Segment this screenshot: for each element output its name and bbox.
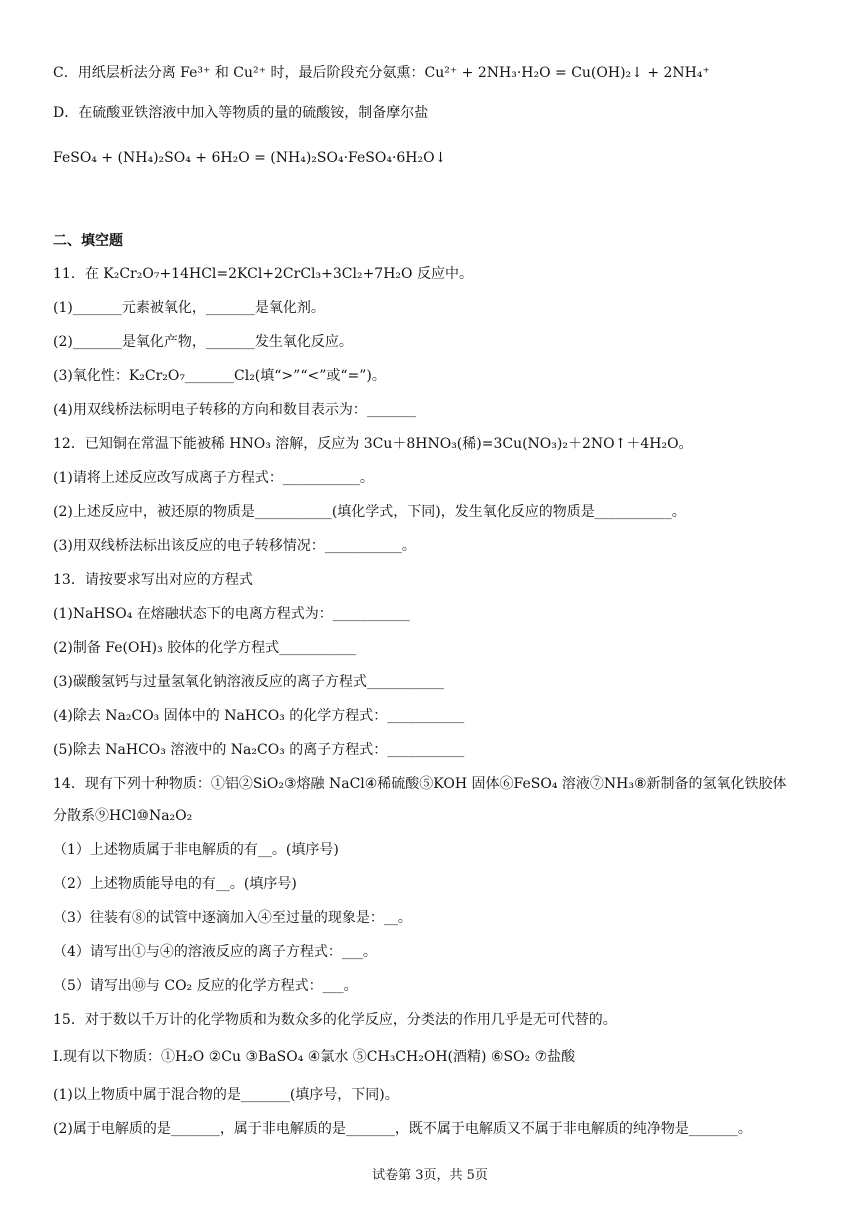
q15-part1: (1)以上物质中属于混合物的是_______(填序号，下同)。 — [53, 1087, 399, 1103]
q11-part1: (1)_______元素被氧化，_______是氧化剂。 — [53, 300, 325, 316]
q13-stem: 13．请按要求写出对应的方程式 — [53, 572, 253, 588]
option-c: C．用纸层析法分离 Fe³⁺ 和 Cu²⁺ 时，最后阶段充分氨熏：Cu²⁺ + 2NH₃·H₂O = Cu(OH)₂↓ + 2NH₄⁺ — [53, 65, 710, 81]
option-d-equation: FeSO₄ + (NH₄)₂SO₄ + 6H₂O = (NH₄)₂SO₄·FeSO₄·6H₂O↓ — [53, 150, 447, 166]
q15-stem: 15．对于数以千万计的化学物质和为数众多的化学反应，分类法的作用几乎是无可代替的。 — [53, 1012, 617, 1028]
q13-part4: (4)除去 Na₂CO₃ 固体中的 NaHCO₃ 的化学方程式：___________ — [53, 708, 465, 724]
q14-part5: （5）请写出⑩与 CO₂ 反应的化学方程式：___。 — [53, 978, 358, 994]
q14-stem: 14．现有下列十种物质：①铝②SiO₂③熔融 NaCl④稀硫酸⑤KOH 固体⑥FeSO₄ 溶液⑦NH₃⑧新制备的氢氧化铁胶体 — [53, 776, 787, 792]
q11-part4: (4)用双线桥法标明电子转移的方向和数目表示为：_______ — [53, 402, 416, 418]
q12-part1: (1)请将上述反应改写成离子方程式：___________。 — [53, 470, 374, 486]
q14-part1: （1）上述物质属于非电解质的有__。(填序号) — [53, 842, 339, 858]
q13-part5: (5)除去 NaHCO₃ 溶液中的 Na₂CO₃ 的离子方程式：___________ — [53, 742, 465, 758]
q12-part2: (2)上述反应中，被还原的物质是___________(填化学式，下同)，发生氧化反应的物质是___________。 — [53, 504, 686, 520]
q14-part3: （3）往装有⑧的试管中逐滴加入④至过量的现象是：__。 — [53, 910, 412, 926]
page-footer: 试卷第 3页，共 5页 — [372, 1168, 488, 1183]
q13-part1: (1)NaHSO₄ 在熔融状态下的电离方程式为：___________ — [53, 606, 410, 622]
q14-part2: （2）上述物质能导电的有__。(填序号) — [53, 876, 297, 892]
q14-part4: （4）请写出①与④的溶液反应的离子方程式：___。 — [53, 944, 377, 960]
q14-stem-cont: 分散系⑨HCl⑩Na₂O₂ — [53, 808, 193, 824]
q13-part2: (2)制备 Fe(OH)₃ 胶体的化学方程式___________ — [53, 640, 357, 656]
q15-substances: I.现有以下物质：①H₂O ②Cu ③BaSO₄ ④氯水 ⑤CH₃CH₂OH(酒精) ⑥SO₂ ⑦盐酸 — [53, 1049, 576, 1065]
section-title: 二、填空题 — [53, 233, 123, 249]
q15-part2: (2)属于电解质的是_______，属于非电解质的是_______，既不属于电解质又不属于非电解质的纯净物是_______。 — [53, 1121, 752, 1137]
q13-part3: (3)碳酸氢钙与过量氢氧化钠溶液反应的离子方程式___________ — [53, 674, 444, 690]
q11-part3: (3)氧化性：K₂Cr₂O₇_______Cl₂(填“>”“<”或“=”)。 — [53, 368, 386, 384]
q12-stem: 12．已知铜在常温下能被稀 HNO₃ 溶解，反应为 3Cu＋8HNO₃(稀)=3Cu(NO₃)₂＋2NO↑＋4H₂O。 — [53, 436, 693, 452]
q12-part3: (3)用双线桥法标出该反应的电子转移情况：___________。 — [53, 538, 416, 554]
option-d: D．在硫酸亚铁溶液中加入等物质的量的硫酸铵，制备摩尔盐 — [53, 105, 429, 121]
q11-part2: (2)_______是氧化产物，_______发生氧化反应。 — [53, 334, 353, 350]
q11-stem: 11．在 K₂Cr₂O₇+14HCl=2KCl+2CrCl₃+3Cl₂+7H₂O 反应中。 — [53, 266, 473, 282]
